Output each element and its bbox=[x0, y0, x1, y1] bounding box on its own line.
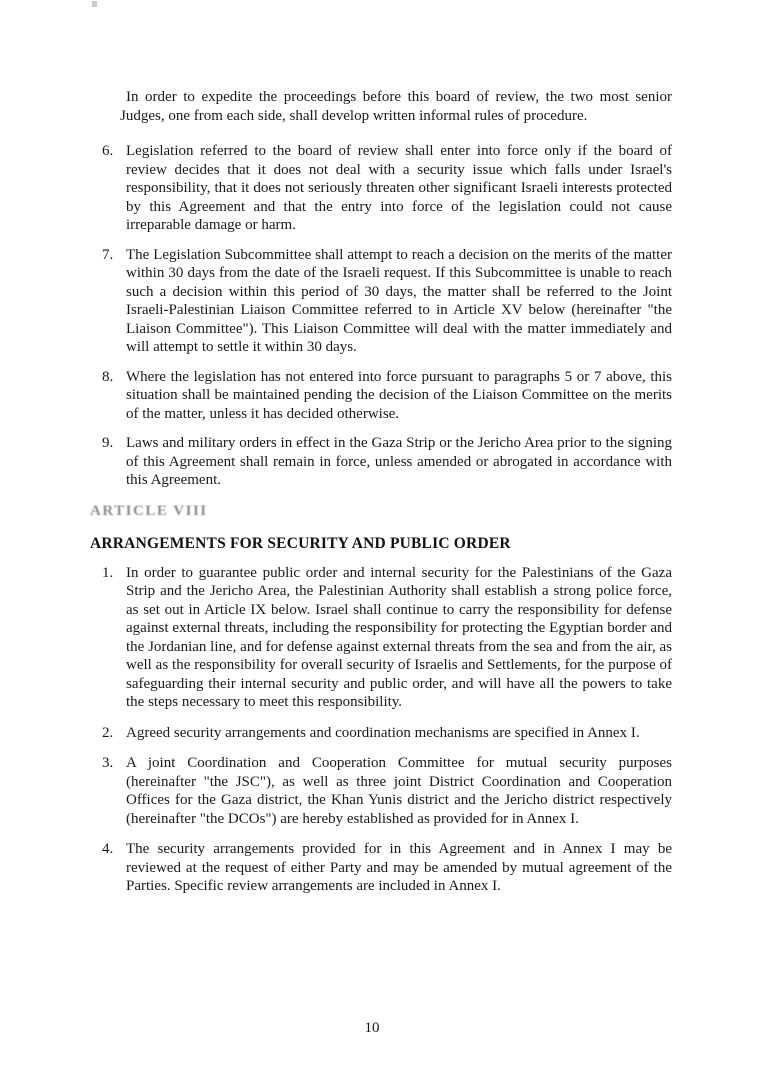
numbered-item-4 bbox=[102, 840, 672, 896]
numbered-list-section bbox=[90, 564, 672, 896]
numbered-item-1 bbox=[102, 564, 672, 712]
item-text: The security arrangements provided for in this Agreement and in Annex I may be reviewed at the request of either Party and may be amended by mutual agreement of the Parties. Specific review arrangements are included in Annex I. bbox=[126, 841, 672, 894]
item-number: 1. bbox=[102, 564, 114, 581]
item-text: Where the legislation has not entered into force pursuant to paragraphs 5 or 7 above, this situation shall be maintained pending the decision of the Liaison Committee on the merits of the matter, unless it has decided otherwise. bbox=[126, 368, 672, 422]
item-number: 2. bbox=[102, 724, 114, 741]
item-text: Legislation referred to the board of review shall enter into force only if the board of review decides that it does not deal with a security issue which falls under Israel's responsibility, that it does not seriously threaten other significant Israeli interests protected by this Agreement and that the entry into force of the legislation could not cause irreparable damage or harm. bbox=[126, 143, 672, 233]
item-text: A joint Coordination and Cooperation Committee for mutual security purposes (hereinafter "the JSC"), as well as three joint District Coordination and Cooperation Offices for the Gaza district, the Khan Yunis district and the Jericho district respectively (hereinafter "the DCOs") are hereby established as provided for in Annex I. bbox=[126, 755, 672, 827]
numbered-item-7 bbox=[102, 246, 672, 357]
numbered-item-6 bbox=[102, 142, 672, 235]
item-text: Agreed security arrangements and coordination mechanisms are specified in Annex I. bbox=[126, 724, 640, 741]
item-number: 9. bbox=[102, 435, 114, 451]
item-number: 7. bbox=[102, 246, 114, 263]
section-heading: ARRANGEMENTS FOR SECURITY AND PUBLIC ORDER bbox=[90, 534, 511, 552]
numbered-item-3 bbox=[102, 754, 672, 828]
article-heading: ARTICLE VIII bbox=[90, 502, 208, 519]
item-number: 4. bbox=[102, 841, 114, 857]
item-number: 6. bbox=[102, 143, 114, 159]
page-number: 10 bbox=[364, 1020, 380, 1036]
item-number: 8. bbox=[102, 368, 114, 385]
numbered-item-8 bbox=[102, 368, 672, 424]
item-number: 3. bbox=[102, 755, 114, 771]
item-text: The Legislation Subcommittee shall attempt to reach a decision on the merits of the matter within 30 days from the date of the Israeli request. If this Subcommittee is unable to reach such a decision within this period of 30 days, the matter shall be referred to the Joint Israeli-Palestinian Liaison Committee referred to in Article XV below (hereinafter "the Liaison Committee"). This Liaison Committee will deal with the matter immediately and will attempt to settle it within 30 days. bbox=[126, 246, 672, 355]
item-text: In order to guarantee public order and internal security for the Palestinians of the Gaza Strip and the Jericho Area, the Palestinian Authority shall establish a strong police force, as set out in Article IX below. Israel shall continue to carry the responsibility for defense against external threats, including the responsibility for protecting the Egyptian border and the Jordanian line, and for defense against external threats from the sea and from the air, as well as the responsibility for overall security of Israelis and Settlements, for the purpose of safeguarding their internal security and public order, and will have all the powers to take the steps necessary to meet this responsibility. bbox=[126, 564, 672, 710]
item-text: Laws and military orders in effect in the Gaza Strip or the Jericho Area prior to the signing of this Agreement shall remain in force, unless amended or abrogated in accordance with this Agreement. bbox=[126, 435, 672, 488]
scan-artifact bbox=[92, 1, 97, 7]
numbered-list-top bbox=[90, 142, 672, 490]
intro-paragraph: In order to expedite the proceedings before this board of review, the two most senior Judges, one from each side, shall develop written informal rules of procedure. bbox=[120, 89, 672, 124]
numbered-item-2 bbox=[102, 724, 672, 743]
numbered-item-9 bbox=[102, 434, 672, 490]
